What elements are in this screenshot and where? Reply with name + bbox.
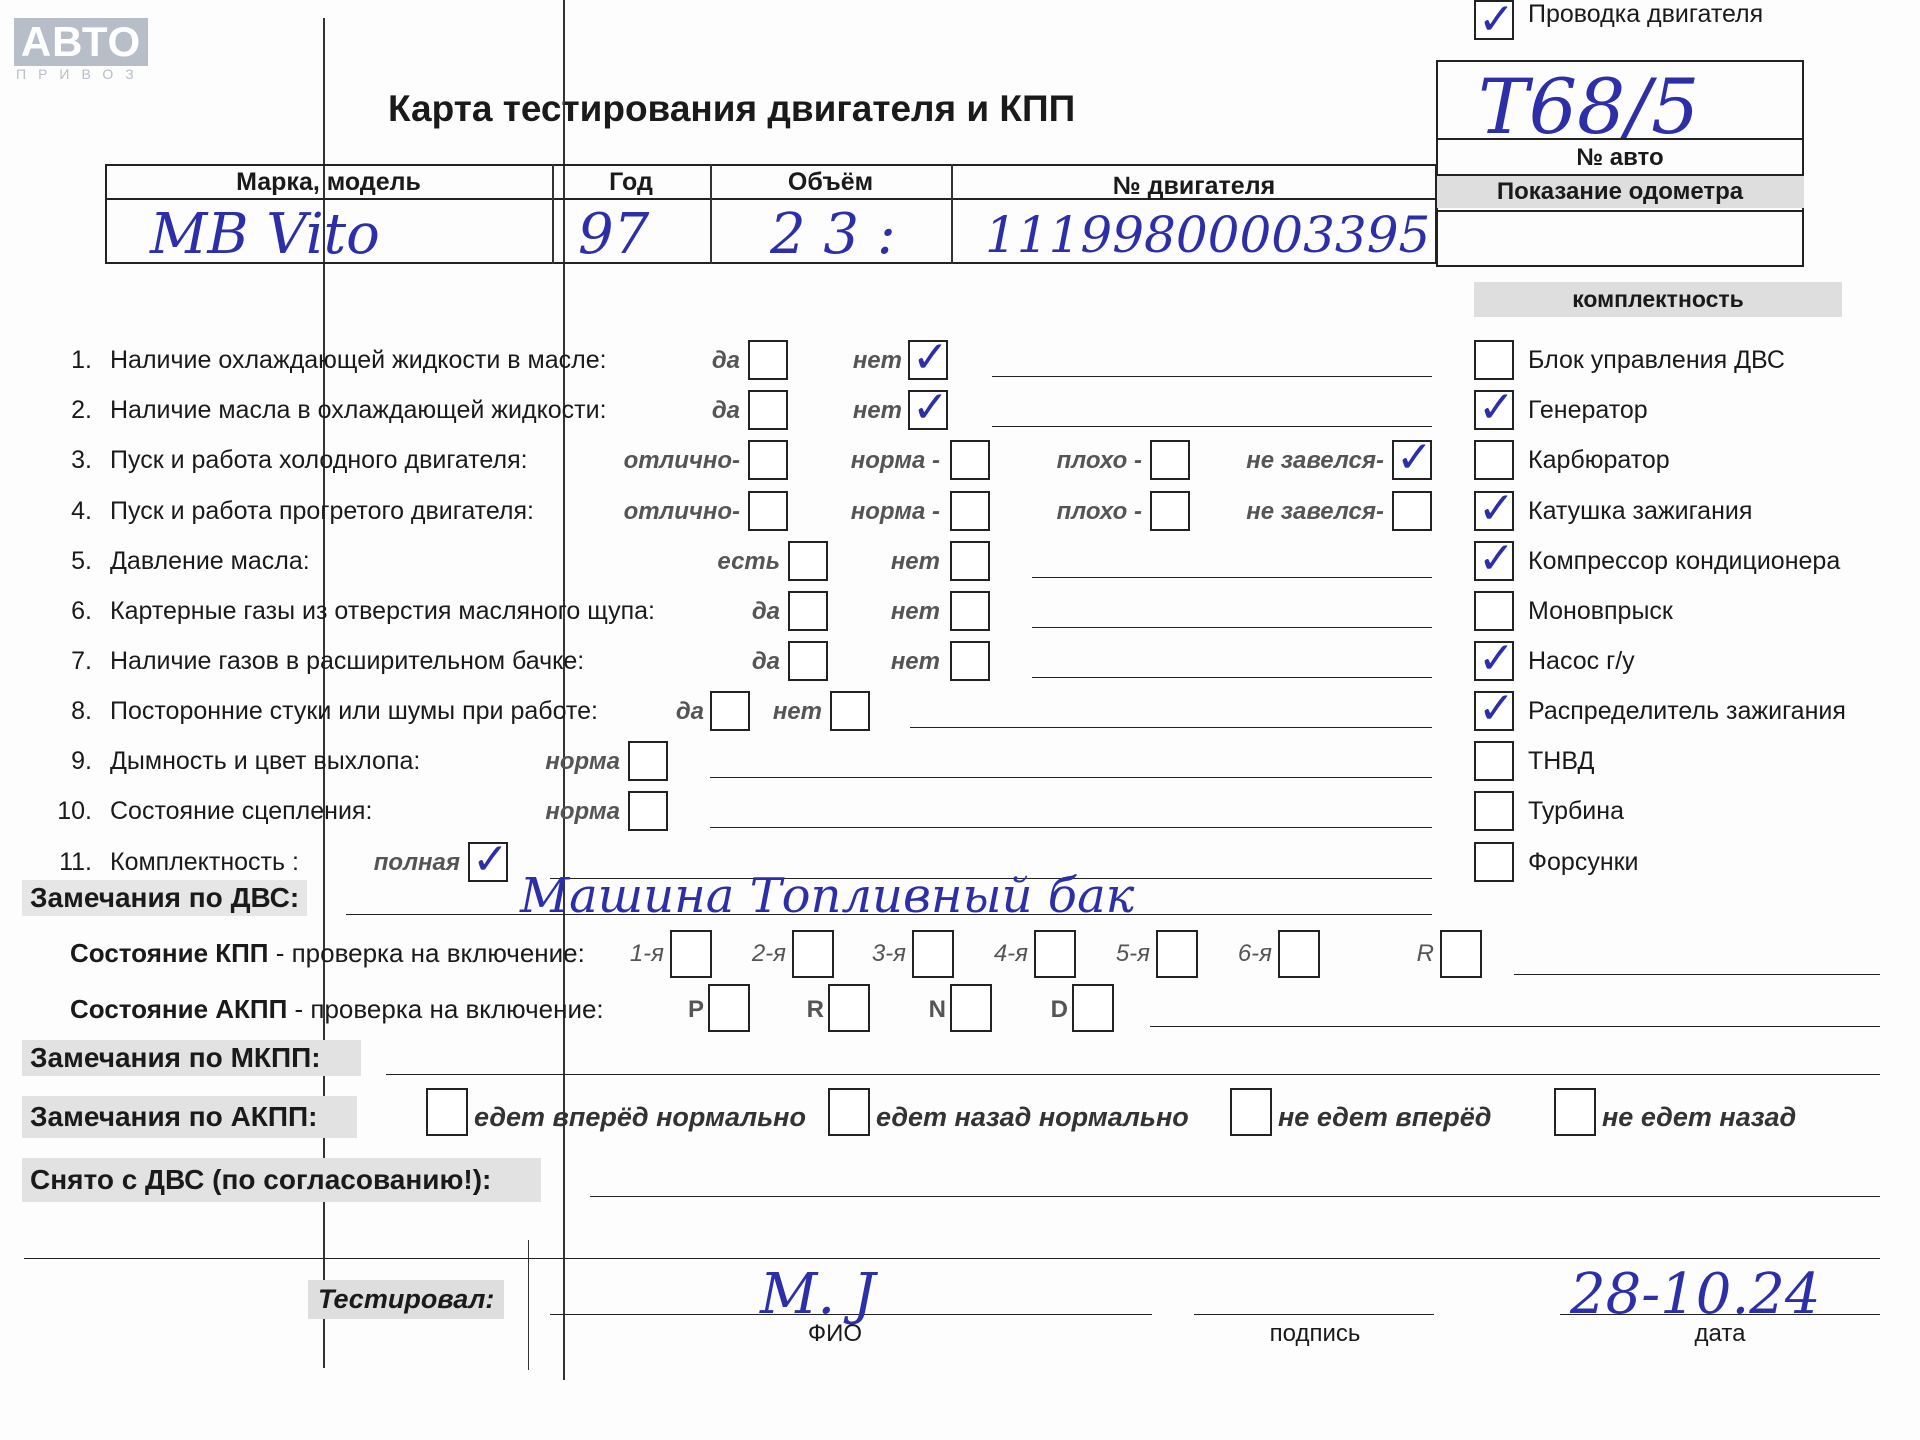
gear-label: 1-я bbox=[629, 940, 664, 967]
option-label: есть bbox=[717, 548, 780, 575]
check-text: Состояние сцепления: bbox=[110, 797, 373, 825]
option-label: нет bbox=[852, 347, 902, 374]
check-text: Комплектность : bbox=[110, 848, 299, 876]
removed-label: Снято с ДВС (по согласованию!): bbox=[22, 1158, 541, 1202]
auto-gear-checkbox[interactable] bbox=[950, 984, 992, 1032]
tested-label: Тестировал: bbox=[308, 1280, 504, 1319]
check-note-line bbox=[1032, 577, 1432, 578]
volume-value: 2 3 : bbox=[770, 202, 896, 267]
check-number: 5. bbox=[71, 547, 92, 575]
check-number: 3. bbox=[71, 446, 92, 474]
completeness-heading: комплектность bbox=[1474, 282, 1842, 317]
completeness-checkbox[interactable] bbox=[1474, 741, 1514, 781]
option-label: норма bbox=[545, 748, 620, 775]
auto-gear-checkbox[interactable] bbox=[1072, 984, 1114, 1032]
remarks-manual-line bbox=[386, 1074, 1880, 1075]
completeness-checkbox[interactable] bbox=[1474, 340, 1514, 380]
check-note-line bbox=[1032, 677, 1432, 678]
removed-line bbox=[590, 1196, 1880, 1197]
auto-remark-option: едет назад нормально bbox=[876, 1102, 1189, 1132]
check-mark-icon: ✓ bbox=[1396, 432, 1433, 483]
gearbox-line bbox=[1514, 974, 1880, 975]
option-label: норма - bbox=[850, 498, 940, 525]
check-note-line bbox=[710, 777, 1432, 778]
odometer-value bbox=[1436, 210, 1804, 262]
check-number: 10. bbox=[57, 797, 92, 825]
check-mark-icon: ✓ bbox=[1478, 0, 1515, 45]
completeness-item-label: Форсунки bbox=[1528, 848, 1639, 876]
auto-remark-option: едет вперёд нормально bbox=[474, 1102, 806, 1132]
remarks-engine-label: Замечания по ДВС: bbox=[22, 880, 307, 916]
completeness-item-label: Моновпрыск bbox=[1528, 597, 1673, 625]
remarks-engine-value: Машина Топливный бак bbox=[520, 868, 1135, 924]
completeness-checkbox[interactable] bbox=[1474, 591, 1514, 631]
option-label: да bbox=[711, 347, 740, 374]
check-note-line bbox=[992, 376, 1432, 377]
check-mark-icon: ✓ bbox=[1478, 633, 1515, 684]
sign-caption: подпись bbox=[1269, 1320, 1361, 1347]
option-label: не завелся- bbox=[1246, 498, 1384, 525]
check-note-line bbox=[992, 426, 1432, 427]
option-checkbox[interactable] bbox=[950, 541, 990, 581]
check-text: Дымность и цвет выхлопа: bbox=[110, 747, 421, 775]
option-label: отлично- bbox=[623, 447, 740, 474]
car-number-label: № авто bbox=[1436, 138, 1804, 172]
check-mark-icon: ✓ bbox=[912, 382, 949, 433]
auto-remark-checkbox[interactable] bbox=[1230, 1088, 1272, 1136]
car-number-value: T68/5 bbox=[1478, 62, 1700, 151]
auto-gear-label: D bbox=[1050, 996, 1068, 1023]
check-text: Наличие масла в охлаждающей жидкости: bbox=[110, 396, 607, 424]
option-label: нет bbox=[772, 698, 822, 725]
year-value: 97 bbox=[578, 202, 650, 267]
logo-subtitle: ПРИВОЗ bbox=[16, 66, 146, 82]
completeness-item-label: Катушка зажигания bbox=[1528, 497, 1753, 525]
gear-checkbox[interactable] bbox=[1440, 930, 1482, 978]
gear-label: 5-я bbox=[1115, 940, 1150, 967]
option-label: плохо - bbox=[1056, 447, 1142, 474]
auto-remark-checkbox[interactable] bbox=[1554, 1088, 1596, 1136]
option-label: полная bbox=[373, 849, 460, 876]
check-number: 4. bbox=[71, 497, 92, 525]
option-label: да bbox=[751, 598, 780, 625]
fio-value: M. J bbox=[760, 1262, 876, 1327]
odometer-label: Показание одометра bbox=[1436, 174, 1804, 208]
completeness-checkbox[interactable] bbox=[1474, 842, 1514, 882]
completeness-item-label: Проводка двигателя bbox=[1528, 0, 1764, 28]
date-caption: дата bbox=[1694, 1320, 1746, 1347]
option-label: отлично- bbox=[623, 498, 740, 525]
check-text: Пуск и работа холодного двигателя: bbox=[110, 446, 528, 474]
auto-remark-checkbox[interactable] bbox=[828, 1088, 870, 1136]
brand-label: Марка, модель bbox=[236, 168, 421, 196]
check-number: 9. bbox=[71, 747, 92, 775]
completeness-item-label: Карбюратор bbox=[1528, 446, 1670, 474]
check-number: 8. bbox=[71, 697, 92, 725]
separator-line bbox=[24, 1258, 1880, 1259]
check-number: 1. bbox=[71, 346, 92, 374]
option-label: нет bbox=[852, 397, 902, 424]
check-mark-icon: ✓ bbox=[1478, 533, 1515, 584]
remarks-auto-label: Замечания по АКПП: bbox=[22, 1096, 357, 1138]
gear-label: 6-я bbox=[1237, 940, 1272, 967]
check-mark-icon: ✓ bbox=[1478, 683, 1515, 734]
gear-label: 4-я bbox=[993, 940, 1028, 967]
option-label: да bbox=[751, 648, 780, 675]
check-number: 11. bbox=[59, 848, 92, 876]
gear-checkbox[interactable] bbox=[1278, 930, 1320, 978]
check-note-line bbox=[710, 827, 1432, 828]
date-value: 28-10.24 bbox=[1570, 1262, 1821, 1327]
check-text: Пуск и работа прогретого двигателя: bbox=[110, 497, 534, 525]
auto-remark-option: не едет вперёд bbox=[1278, 1102, 1492, 1132]
option-label: да bbox=[711, 397, 740, 424]
option-label: нет bbox=[890, 598, 940, 625]
completeness-checkbox[interactable] bbox=[1474, 791, 1514, 831]
completeness-item-label: Компрессор кондиционера bbox=[1528, 547, 1841, 575]
check-text: Наличие охлаждающей жидкости в масле: bbox=[110, 346, 607, 374]
completeness-checkbox[interactable] bbox=[1474, 440, 1514, 480]
option-checkbox[interactable] bbox=[628, 791, 668, 831]
check-mark-icon: ✓ bbox=[1478, 382, 1515, 433]
check-text: Давление масла: bbox=[110, 547, 310, 575]
gear-label: R bbox=[1416, 940, 1434, 967]
check-text: Картерные газы из отверстия масляного щупа: bbox=[110, 597, 655, 625]
check-number: 2. bbox=[71, 396, 92, 424]
completeness-item-label: Распределитель зажигания bbox=[1528, 697, 1846, 725]
auto-gear-checkbox[interactable] bbox=[828, 984, 870, 1032]
option-label: да bbox=[675, 698, 704, 725]
fio-caption: ФИО bbox=[807, 1320, 863, 1347]
sign-line bbox=[1194, 1314, 1434, 1315]
completeness-item-label: Турбина bbox=[1528, 797, 1624, 825]
brand-value: MB Vito bbox=[150, 202, 380, 267]
check-number: 7. bbox=[71, 647, 92, 675]
completeness-item-label: Насос г/у bbox=[1528, 647, 1635, 675]
option-label: нет bbox=[890, 648, 940, 675]
page-title: Карта тестирования двигателя и КПП bbox=[388, 88, 1076, 129]
completeness-item-label: ТНВД bbox=[1528, 747, 1595, 775]
option-checkbox[interactable] bbox=[830, 691, 870, 731]
option-label: не завелся- bbox=[1246, 447, 1384, 474]
fold-line bbox=[528, 1240, 529, 1370]
option-label: плохо - bbox=[1056, 498, 1142, 525]
check-note-line bbox=[1032, 627, 1432, 628]
check-mark-icon: ✓ bbox=[912, 332, 949, 383]
logo: АВТО bbox=[14, 18, 148, 66]
option-checkbox[interactable] bbox=[628, 741, 668, 781]
check-text: Посторонние стуки или шумы при работе: bbox=[110, 697, 598, 725]
auto-gear-label: R bbox=[806, 996, 824, 1023]
auto-gearbox-label: Состояние АКПП - проверка на включение: bbox=[70, 994, 604, 1024]
year-label: Год bbox=[609, 168, 653, 196]
completeness-item-label: Блок управления ДВС bbox=[1528, 346, 1785, 374]
volume-label: Объём bbox=[787, 168, 874, 196]
auto-gearbox-line bbox=[1150, 1026, 1880, 1027]
gear-label: 3-я bbox=[871, 940, 906, 967]
gear-label: 2-я bbox=[751, 940, 786, 967]
check-mark-icon: ✓ bbox=[1478, 483, 1515, 534]
option-label: нет bbox=[890, 548, 940, 575]
option-label: норма bbox=[545, 798, 620, 825]
check-number: 6. bbox=[71, 597, 92, 625]
auto-gear-label: P bbox=[687, 996, 704, 1023]
option-checkbox[interactable] bbox=[950, 641, 990, 681]
option-checkbox[interactable] bbox=[950, 591, 990, 631]
engine-number-value: 11199800003395 bbox=[985, 206, 1431, 264]
option-checkbox[interactable] bbox=[1392, 491, 1432, 531]
gearbox-label: Состояние КПП - проверка на включение: bbox=[70, 938, 585, 968]
auto-gear-label: N bbox=[928, 996, 946, 1023]
check-note-line bbox=[910, 727, 1432, 728]
auto-gear-checkbox[interactable] bbox=[708, 984, 750, 1032]
check-text: Наличие газов в расширительном бачке: bbox=[110, 647, 585, 675]
auto-remark-checkbox[interactable] bbox=[426, 1088, 468, 1136]
remarks-manual-label: Замечания по МКПП: bbox=[22, 1040, 361, 1076]
check-mark-icon: ✓ bbox=[472, 834, 509, 885]
engine-number-label: № двигателя bbox=[1112, 172, 1276, 200]
completeness-item-label: Генератор bbox=[1528, 396, 1648, 424]
auto-remark-option: не едет назад bbox=[1602, 1102, 1797, 1132]
option-label: норма - bbox=[850, 447, 940, 474]
